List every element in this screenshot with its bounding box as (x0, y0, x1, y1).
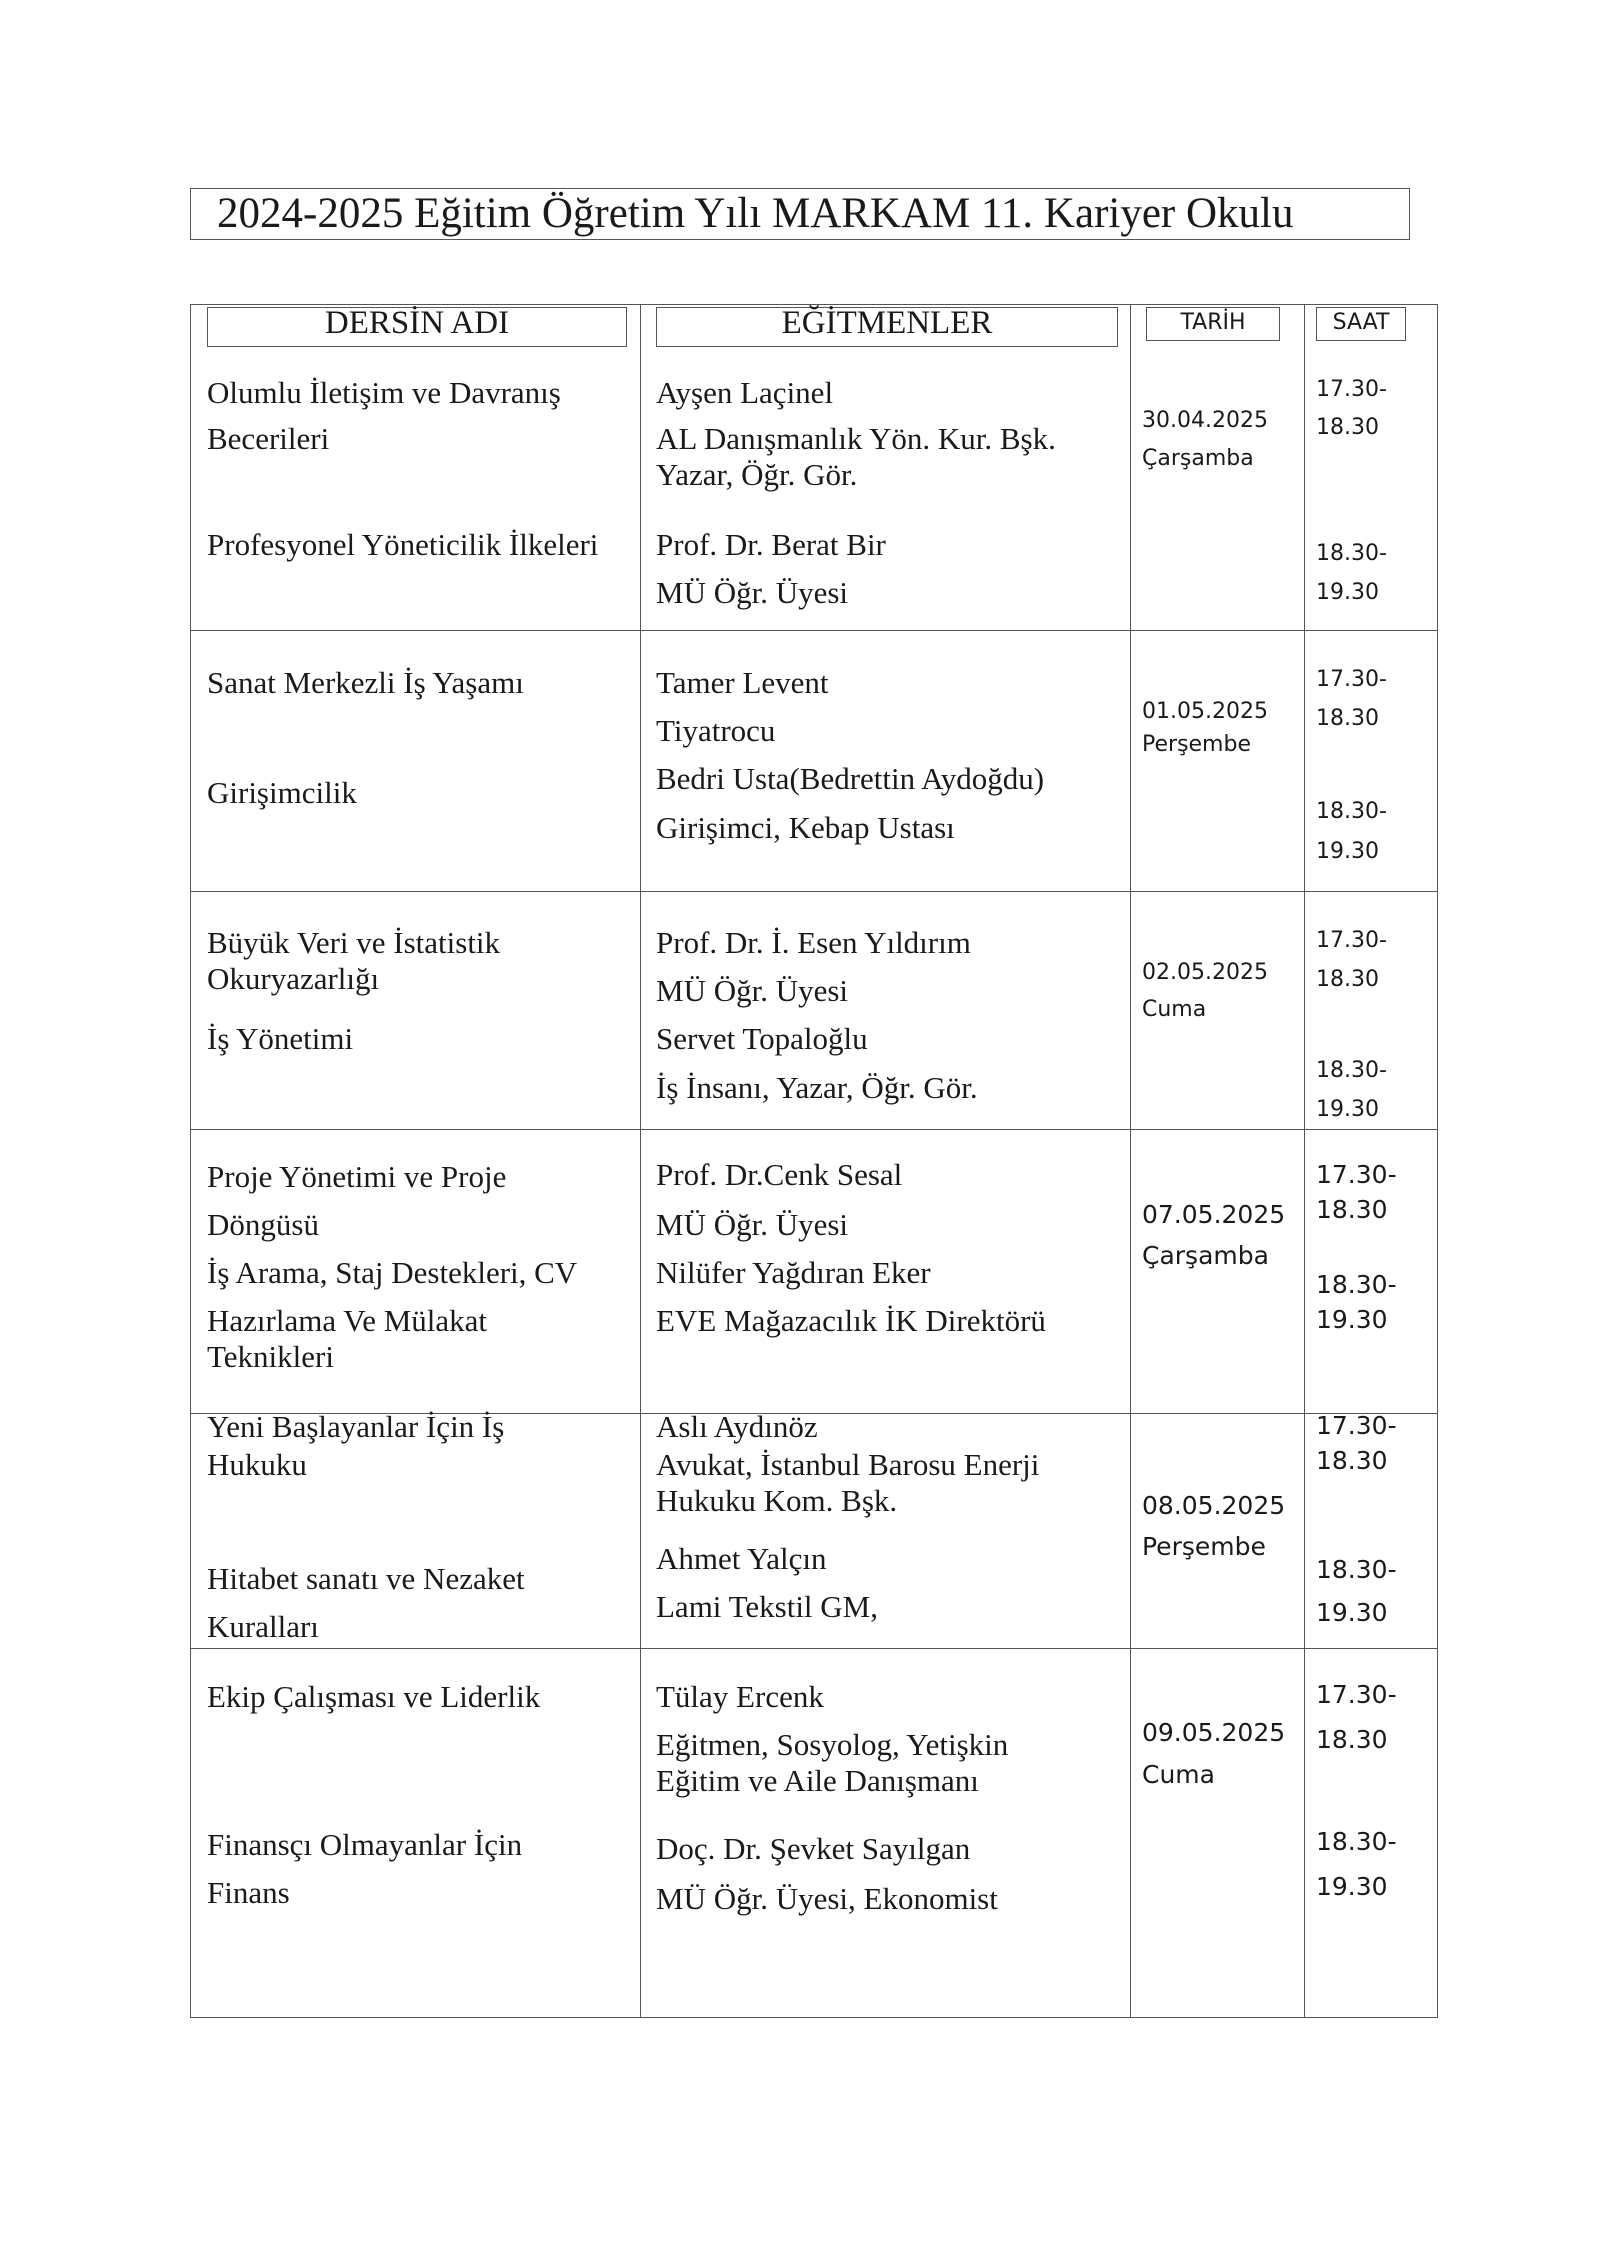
session-time: 18.30 (1316, 967, 1379, 992)
instructor-name: Nilüfer Yağdıran Eker (656, 1255, 931, 1290)
header-date: TARİH (1146, 307, 1280, 341)
instructor-title: Eğitmen, Sosyolog, Yetişkin (656, 1727, 1009, 1762)
session-time: 18.30- (1316, 1555, 1397, 1584)
course-name: Döngüsü (207, 1207, 319, 1242)
course-name: Olumlu İletişim ve Davranış (207, 375, 561, 410)
session-time: 18.30 (1316, 1725, 1388, 1754)
course-name: Hazırlama Ve Mülakat (207, 1303, 488, 1338)
course-name: İş Arama, Staj Destekleri, CV (207, 1255, 578, 1290)
schedule-table (190, 304, 1438, 2018)
session-time: 17.30- (1316, 928, 1387, 953)
instructor-name: Prof. Dr. İ. Esen Yıldırım (656, 925, 971, 960)
course-name: Proje Yönetimi ve Proje (207, 1159, 507, 1194)
course-name: Okuryazarlığı (207, 961, 380, 996)
instructor-title: EVE Mağazacılık İK Direktörü (656, 1303, 1046, 1338)
session-time: 17.30- (1316, 377, 1387, 402)
instructor-title: MÜ Öğr. Üyesi (656, 1207, 849, 1242)
instructor-title: Girişimci, Kebap Ustası (656, 810, 955, 845)
instructor-title: MÜ Öğr. Üyesi, Ekonomist (656, 1881, 998, 1916)
course-name: Girişimcilik (207, 775, 357, 810)
session-day: Perşembe (1142, 732, 1251, 757)
session-time: 18.30- (1316, 1827, 1397, 1856)
course-name: Hitabet sanatı ve Nezaket (207, 1561, 525, 1596)
session-date: 01.05.2025 (1142, 699, 1268, 724)
session-date: 09.05.2025 (1142, 1718, 1286, 1747)
course-name: Kuralları (207, 1609, 319, 1644)
session-time: 19.30 (1316, 1872, 1388, 1901)
page-title: 2024-2025 Eğitim Öğretim Yılı MARKAM 11. Kariyer Okulu (190, 188, 1410, 240)
session-day: Çarşamba (1142, 1241, 1269, 1270)
session-time: 18.30- (1316, 1270, 1397, 1299)
instructor-name: Servet Topaloğlu (656, 1021, 868, 1056)
session-day: Cuma (1142, 997, 1207, 1022)
row-divider (191, 1648, 1437, 1649)
column-divider (1304, 305, 1305, 2017)
session-time: 19.30 (1316, 839, 1379, 864)
instructor-title: MÜ Öğr. Üyesi (656, 575, 849, 610)
course-name: Büyük Veri ve İstatistik (207, 925, 501, 960)
session-day: Çarşamba (1142, 446, 1254, 471)
row-divider (191, 630, 1437, 631)
instructor-name: Prof. Dr.Cenk Sesal (656, 1157, 903, 1192)
course-name: Ekip Çalışması ve Liderlik (207, 1679, 541, 1714)
instructor-title: AL Danışmanlık Yön. Kur. Bşk. (656, 421, 1056, 456)
session-time: 18.30 (1316, 1446, 1388, 1475)
instructor-title: MÜ Öğr. Üyesi (656, 973, 849, 1008)
session-time: 18.30- (1316, 541, 1387, 566)
session-time: 17.30- (1316, 1160, 1397, 1189)
session-time: 17.30- (1316, 1411, 1397, 1440)
column-divider (1130, 305, 1131, 2017)
course-name: Finans (207, 1875, 290, 1910)
row-divider (191, 1129, 1437, 1130)
course-name: Sanat Merkezli İş Yaşamı (207, 665, 524, 700)
course-name: Hukuku (207, 1447, 307, 1482)
instructor-title: Hukuku Kom. Bşk. (656, 1483, 898, 1518)
instructor-title: Lami Tekstil GM, (656, 1589, 878, 1624)
session-time: 19.30 (1316, 580, 1379, 605)
instructor-title: Tiyatrocu (656, 713, 776, 748)
session-time: 18.30 (1316, 1195, 1388, 1224)
instructor-name: Doç. Dr. Şevket Sayılgan (656, 1831, 971, 1866)
course-name: Profesyonel Yöneticilik İlkeleri (207, 527, 599, 562)
course-name: Yeni Başlayanlar İçin İş (207, 1409, 505, 1444)
session-time: 18.30- (1316, 799, 1387, 824)
instructor-title: İş İnsanı, Yazar, Öğr. Gör. (656, 1070, 978, 1105)
session-day: Cuma (1142, 1760, 1215, 1789)
course-name: Teknikleri (207, 1339, 334, 1374)
instructor-name: Ahmet Yalçın (656, 1541, 827, 1576)
column-divider (640, 305, 641, 2017)
session-date: 02.05.2025 (1142, 960, 1268, 985)
instructor-title: Yazar, Öğr. Gör. (656, 457, 858, 492)
instructor-name: Tülay Ercenk (656, 1679, 824, 1714)
instructor-name: Tamer Levent (656, 665, 829, 700)
session-time: 18.30 (1316, 415, 1379, 440)
header-instructors: EĞİTMENLER (656, 307, 1118, 347)
session-time: 18.30 (1316, 706, 1379, 731)
course-name: Finansçı Olmayanlar İçin (207, 1827, 523, 1862)
session-time: 18.30- (1316, 1058, 1387, 1083)
instructor-title: Eğitim ve Aile Danışmanı (656, 1763, 979, 1798)
instructor-name: Aslı Aydınöz (656, 1409, 818, 1444)
course-name: Becerileri (207, 421, 330, 456)
instructor-title: Avukat, İstanbul Barosu Enerji (656, 1447, 1040, 1482)
session-date: 07.05.2025 (1142, 1200, 1286, 1229)
session-day: Perşembe (1142, 1532, 1266, 1561)
header-time: SAAT (1316, 307, 1406, 341)
session-time: 17.30- (1316, 667, 1387, 692)
session-date: 30.04.2025 (1142, 408, 1268, 433)
session-time: 19.30 (1316, 1305, 1388, 1334)
session-time: 19.30 (1316, 1598, 1388, 1627)
instructor-name: Bedri Usta(Bedrettin Aydoğdu) (656, 761, 1045, 796)
row-divider (191, 891, 1437, 892)
session-time: 19.30 (1316, 1097, 1379, 1122)
instructor-name: Prof. Dr. Berat Bir (656, 527, 886, 562)
instructor-name: Ayşen Laçinel (656, 375, 834, 410)
session-time: 17.30- (1316, 1680, 1397, 1709)
session-date: 08.05.2025 (1142, 1491, 1286, 1520)
course-name: İş Yönetimi (207, 1021, 354, 1056)
header-course: DERSİN ADI (207, 307, 627, 347)
